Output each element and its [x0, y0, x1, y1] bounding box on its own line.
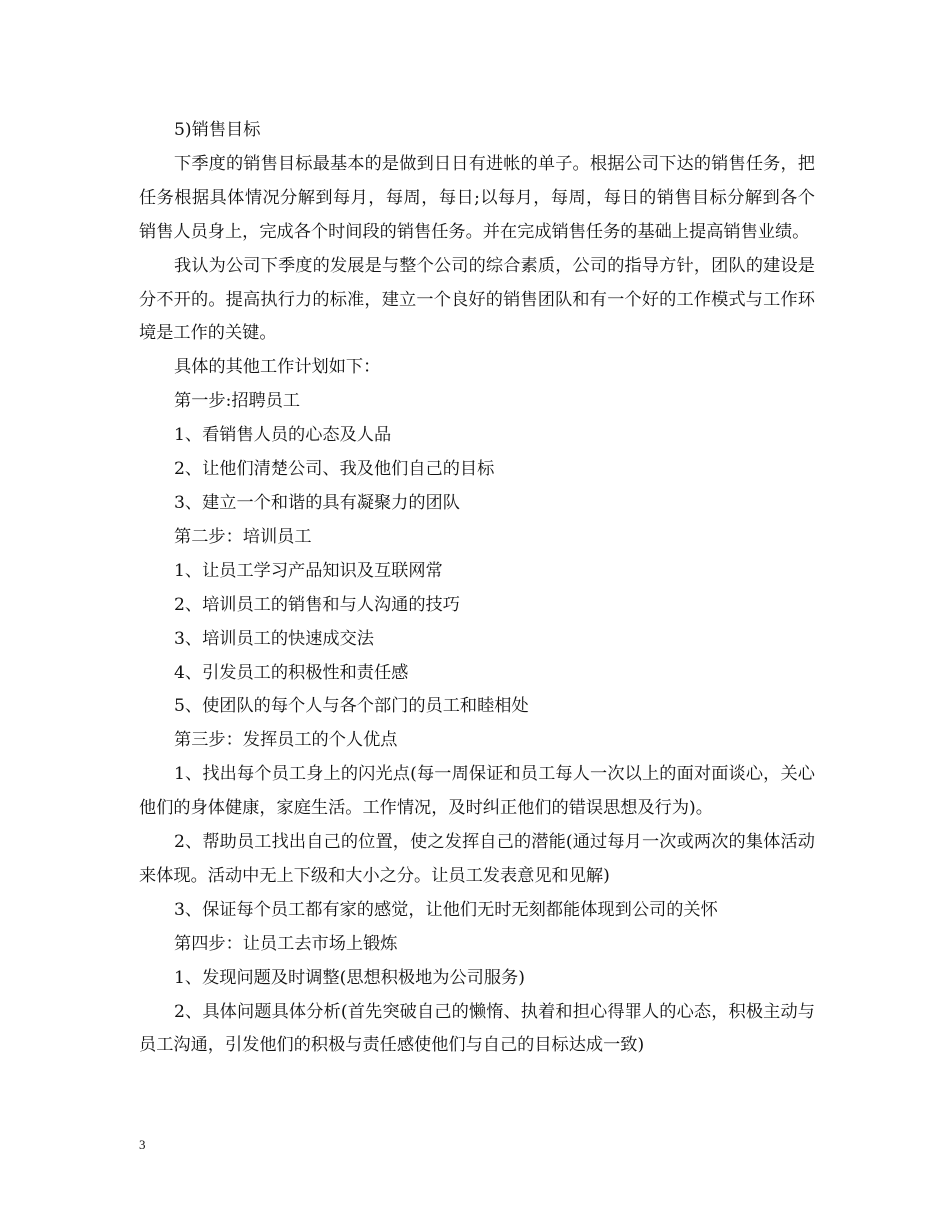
paragraph-plan-intro: 具体的其他工作计划如下：	[174, 357, 381, 378]
step-1-item-2: 2、让他们清楚公司、我及他们自己的目标	[174, 459, 495, 480]
step-3-heading: 第三步：发挥员工的个人优点	[174, 730, 398, 751]
page-number: 3	[139, 1137, 146, 1152]
step-2-item-5: 5、使团队的每个人与各个部门的员工和睦相处	[174, 696, 529, 717]
step-4-heading: 第四步：让员工去市场上锻炼	[174, 933, 398, 954]
step-2-item-2: 2、培训员工的销售和与人沟通的技巧	[174, 594, 460, 615]
step-3-item-2: 2、帮助员工找出自己的位置，使之发挥自己的潜能(通过每月一次或两次的集体活动来体现。活动中无上下级和大小之分。让员工发表意见和见解)	[139, 832, 815, 886]
step-2-heading: 第二步：培训员工	[174, 526, 312, 547]
section-heading-sales-target: 5)销售目标	[174, 120, 261, 140]
step-4-item-1: 1、发现问题及时调整(思想积极地为公司服务)	[174, 967, 525, 988]
step-2-item-1: 1、让员工学习产品知识及互联网常	[174, 560, 443, 581]
step-3-item-3: 3、保证每个员工都有家的感觉，让他们无时无刻都能体现到公司的关怀	[174, 899, 718, 920]
step-1-item-3: 3、建立一个和谐的具有凝聚力的团队	[174, 492, 460, 513]
step-3-item-1: 1、找出每个员工身上的闪光点(每一周保证和员工每人一次以上的面对面谈心，关心他们的身体健康，家庭生活。工作情况，及时纠正他们的错误思想及行为)。	[139, 764, 815, 819]
paragraph-sales-target: 下季度的销售目标最基本的是做到日日有进帐的单子。根据公司下达的销售任务，把任务根据具体情况分解到每月，每周，每日;以每月，每周，每日的销售目标分解到各个销售人员身上，完成各个时间段的销售任务。并在完成销售任务的基础上提高销售业绩。	[139, 153, 815, 242]
step-2-item-3: 3、培训员工的快速成交法	[174, 628, 374, 649]
document-body	[139, 114, 815, 1063]
paragraph-company-development: 我认为公司下季度的发展是与整个公司的综合素质，公司的指导方针，团队的建设是分不开的。提高执行力的标准，建立一个良好的销售团队和有一个好的工作模式与工作环境是工作的关键。	[139, 255, 815, 344]
step-1-heading: 第一步:招聘员工	[174, 391, 301, 412]
step-1-item-1: 1、看销售人员的心态及人品	[174, 425, 392, 446]
step-4-item-2: 2、具体问题具体分析(首先突破自己的懒惰、执着和担心得罪人的心态，积极主动与员工沟通，引发他们的积极与责任感使他们与自己的目标达成一致)	[139, 1001, 815, 1056]
step-2-item-4: 4、引发员工的积极性和责任感	[174, 662, 409, 683]
